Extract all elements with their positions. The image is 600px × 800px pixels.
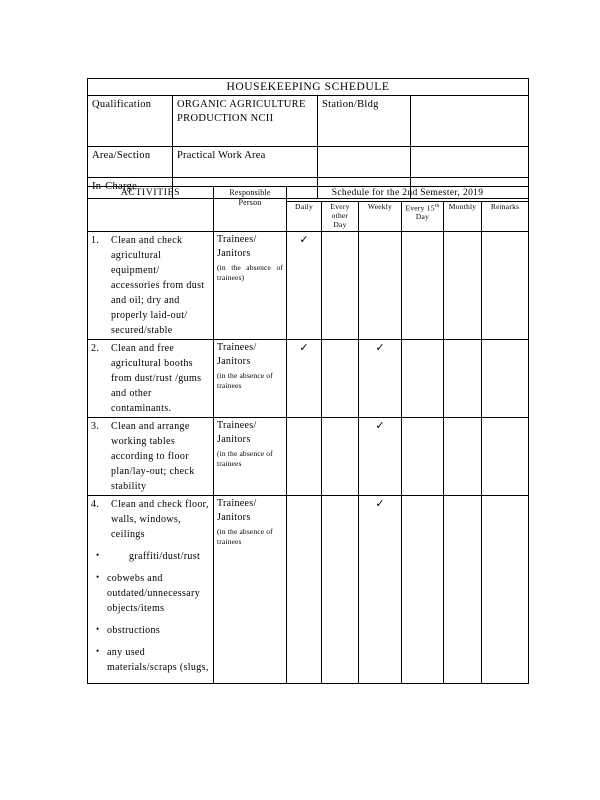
cell-weekly[interactable]: ✓ (359, 495, 402, 683)
every-15th-day-text: Every 15 (405, 203, 435, 213)
qualification-label: Qualification (88, 96, 173, 147)
semester-banner: Schedule for the 2nd Semester, 2019 (287, 187, 529, 202)
cell-remarks[interactable] (482, 495, 529, 683)
cell-daily[interactable] (287, 417, 322, 495)
activity-number: 4. (91, 498, 100, 510)
column-header-every-other-day: Every other Day (322, 202, 359, 232)
cell-daily[interactable] (287, 495, 322, 683)
every-15th-day-tail: Day (415, 212, 430, 222)
cell-every-15th-day[interactable] (402, 417, 444, 495)
cell-every-other-day[interactable] (322, 231, 359, 339)
cell-every-15th-day[interactable] (402, 231, 444, 339)
table-row (88, 339, 529, 417)
responsible-main: Trainees/ Janitors (217, 497, 257, 524)
activity-number: 3. (91, 420, 100, 432)
station-value[interactable] (411, 96, 529, 147)
schedule-rows (88, 231, 529, 683)
column-header-daily: Daily (287, 202, 322, 232)
table-row (88, 495, 529, 683)
activity-number: 2. (91, 342, 100, 354)
activities-header: ACTIVITIES (88, 187, 214, 232)
responsible-person-header: Responsible Person (214, 187, 287, 232)
responsible-main: Trainees/ Janitors (217, 233, 257, 260)
identification-table (87, 78, 529, 199)
document-title: HOUSEKEEPING SCHEDULE (88, 79, 529, 96)
list-item: • any used materials/scraps (slugs, (107, 645, 210, 675)
title-row (88, 79, 529, 96)
responsible-cell (214, 231, 287, 339)
table-row (88, 417, 529, 495)
every-15th-day-superscript: th (434, 203, 440, 209)
responsible-main: Trainees/ Janitors (217, 341, 257, 368)
column-header-weekly: Weekly (359, 202, 402, 232)
area-label: Area/Section (88, 147, 173, 178)
activity-text: Clean and arrange working tables according to floor plan/lay-out; check stability (111, 420, 195, 492)
table-row (88, 231, 529, 339)
cell-monthly[interactable] (444, 231, 482, 339)
cell-remarks[interactable] (482, 339, 529, 417)
cell-daily[interactable]: ✓ (287, 339, 322, 417)
activity-cell (88, 417, 214, 495)
housekeeping-schedule-table (87, 186, 529, 684)
list-item: • obstructions (107, 623, 210, 638)
activity-text: Clean and check floor, walls, windows, ceilings (111, 498, 209, 540)
cell-weekly[interactable]: ✓ (359, 417, 402, 495)
cell-every-other-day[interactable] (322, 495, 359, 683)
list-item: • graffiti/dust/rust (107, 549, 210, 564)
cell-monthly[interactable] (444, 339, 482, 417)
list-item: • cobwebs and outdated/unnecessary objects/items (107, 571, 210, 616)
responsible-cell (214, 339, 287, 417)
cell-every-15th-day[interactable] (402, 495, 444, 683)
cell-monthly[interactable] (444, 495, 482, 683)
responsible-sub: (in the absence of trainees (217, 370, 273, 391)
column-header-remarks: Remarks (482, 202, 529, 232)
incharge-label: In-Charge (88, 178, 173, 199)
cell-monthly[interactable] (444, 417, 482, 495)
area-extra-cell-1[interactable] (318, 147, 411, 178)
activity-text: Clean and free agricultural booths from dust/rust /gums and other contaminants. (111, 342, 202, 414)
activity-number: 1. (91, 234, 100, 246)
responsible-sub: (in the absence of trainees) (217, 262, 283, 283)
activity-cell (88, 495, 214, 683)
column-header-monthly: Monthly (444, 202, 482, 232)
activity-bullet-list (91, 549, 210, 675)
cell-daily[interactable]: ✓ (287, 231, 322, 339)
cell-remarks[interactable] (482, 417, 529, 495)
qualification-value[interactable]: ORGANIC AGRICULTURE PRODUCTION NCII (173, 96, 318, 147)
cell-every-other-day[interactable] (322, 339, 359, 417)
area-value[interactable]: Practical Work Area (173, 147, 318, 178)
activity-cell (88, 339, 214, 417)
cell-every-15th-day[interactable] (402, 339, 444, 417)
area-row (88, 147, 529, 178)
qualification-row (88, 96, 529, 147)
cell-remarks[interactable] (482, 231, 529, 339)
area-extra-cell-2[interactable] (411, 147, 529, 178)
activity-text: Clean and check agricultural equipment/ accessories from dust and oil; dry and properly laid-out/ secured/stable (111, 234, 205, 336)
responsible-cell (214, 417, 287, 495)
activity-cell (88, 231, 214, 339)
cell-weekly[interactable] (359, 231, 402, 339)
cell-every-other-day[interactable] (322, 417, 359, 495)
responsible-cell (214, 495, 287, 683)
column-header-every-15th-day (402, 202, 444, 232)
responsible-sub: (in the absence of trainees (217, 526, 273, 547)
station-label: Station/Bldg (318, 96, 411, 147)
responsible-sub: (in the absence of trainees (217, 448, 273, 469)
cell-weekly[interactable]: ✓ (359, 339, 402, 417)
responsible-main: Trainees/ Janitors (217, 419, 257, 446)
schedule-banner-row (88, 187, 529, 202)
